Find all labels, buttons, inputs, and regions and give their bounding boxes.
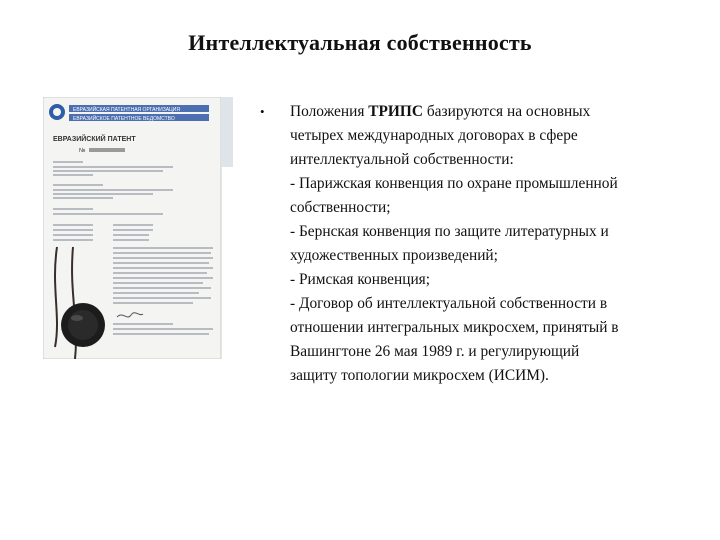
item-ipic-line-2: отношении интегральных микросхем, принятый в — [290, 319, 619, 336]
intro-line-2: четырех международных договорах в сфере — [290, 127, 578, 144]
intro-line-3: интеллектуальной собственности: — [290, 151, 514, 168]
bullet-item — [260, 100, 690, 388]
patent-seal-icon — [61, 303, 105, 347]
slide-content — [260, 100, 690, 388]
patent-certificate-image — [43, 97, 233, 359]
eurasian-logo-icon — [49, 104, 65, 120]
patent-number-value — [89, 148, 125, 152]
intro-bold-term: ТРИПС — [368, 103, 423, 120]
patent-number-label: № — [79, 148, 86, 154]
patent-document-illustration — [43, 97, 233, 359]
item-ipic-line-4: защиту топологии микросхем (ИСИМ). — [290, 367, 549, 384]
item-paris-line-1: - Парижская конвенция по охране промышленной — [290, 175, 618, 192]
intro-line-1 — [290, 100, 690, 124]
bullet-marker: • — [260, 104, 265, 119]
item-ipic-line-1: - Договор об интеллектуальной собственности в — [290, 295, 608, 312]
item-ipic-line-3: Вашингтоне 26 мая 1989 г. и регулирующий — [290, 343, 580, 360]
bullet-text — [290, 100, 690, 388]
intro-after: базируются на основных — [423, 103, 591, 120]
patent-header-line-2: ЕВРАЗИЙСКОЕ ПАТЕНТНОЕ ВЕДОМСТВО — [73, 116, 175, 122]
patent-side-stamp — [221, 97, 233, 167]
slide-title: Интеллектуальная собственность — [188, 30, 532, 55]
intro-before: Положения — [290, 103, 369, 120]
item-rome-line-1: - Римская конвенция; — [290, 271, 431, 288]
patent-header-line-1: ЕВРАЗИЙСКАЯ ПАТЕНТНАЯ ОРГАНИЗАЦИЯ — [73, 107, 180, 113]
item-berne-line-1: - Бернская конвенция по защите литературных и — [290, 223, 609, 240]
item-paris-line-2: собственности; — [290, 199, 391, 216]
item-berne-line-2: художественных произведений; — [290, 247, 498, 264]
patent-doc-title: ЕВРАЗИЙСКИЙ ПАТЕНТ — [53, 136, 136, 143]
